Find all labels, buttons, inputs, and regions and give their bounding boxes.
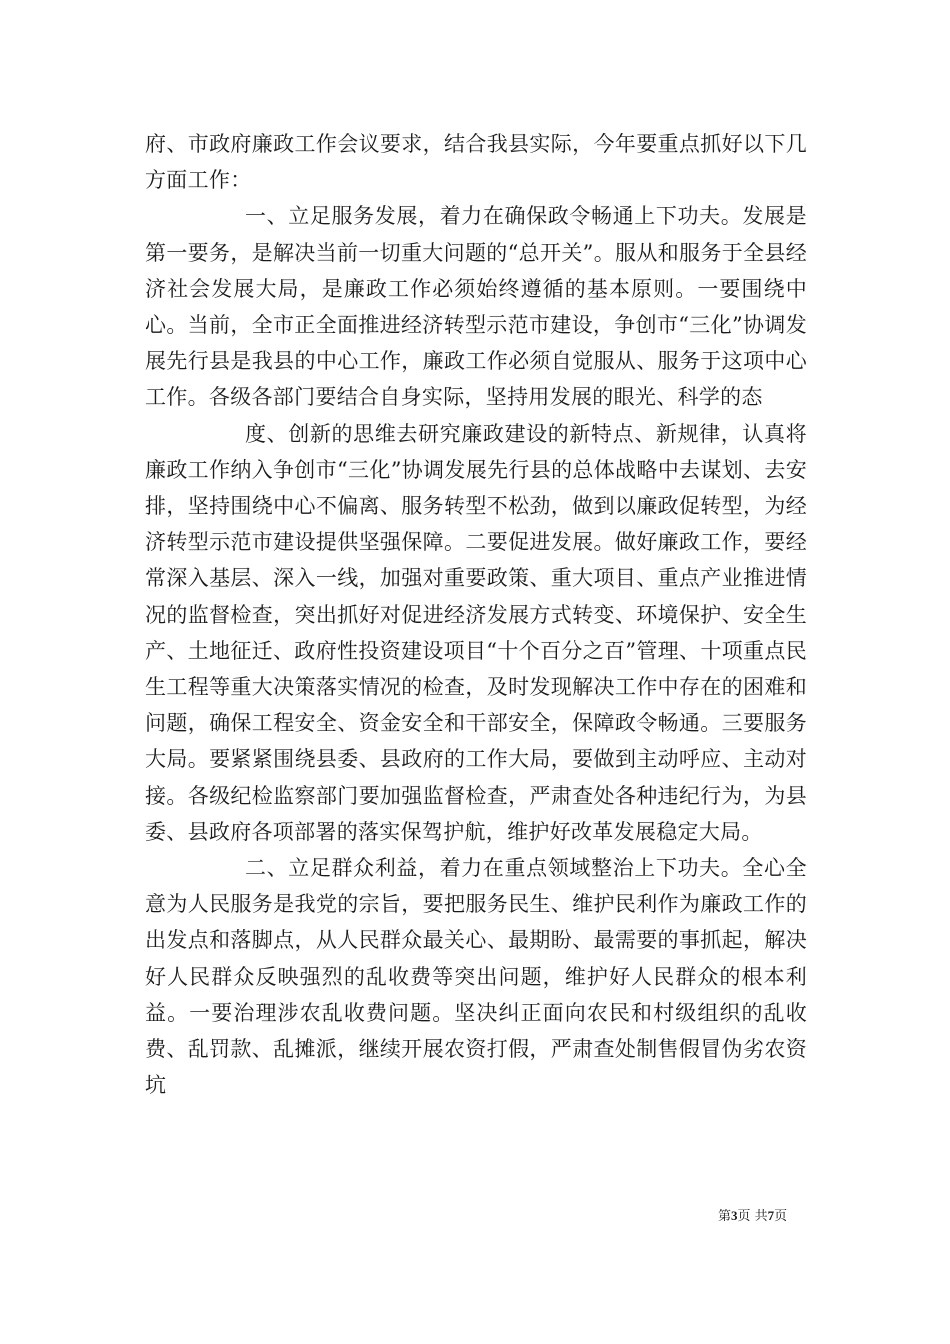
footer-prefix: 第 — [718, 1209, 732, 1224]
footer-total-pages: 7 — [767, 1208, 775, 1223]
paragraph-section-one: 一、立足服务发展，着力在确保政令畅通上下功夫。发展是第一要务，是解决当前一切重大问题的“总开关”。服从和服务于全县经济社会发展大局，是廉政工作必须始终遵循的基本原则。一要围绕中心。当前，全市正全面推进经济转型示范市建设，争创市“三化”协调发展先行县是我县的中心工作，廉政工作必须自觉服从、服务于这项中心工作。各级各部门要结合自身实际，坚持用发展的眼光、科学的态 — [145, 204, 807, 410]
paragraph-section-two: 二、立足群众利益，着力在重点领域整治上下功夫。全心全意为人民服务是我党的宗旨，要把服务民生、维护民利作为廉政工作的出发点和落脚点，从人民群众最关心、最期盼、最需要的事抓起，解决好人民群众反映强烈的乱收费等突出问题，维护好人民群众的根本利益。一要治理涉农乱收费问题。坚决纠正面向农民和村级组织的乱收费、乱罚款、乱摊派，继续开展农资打假，严肃查处制售假冒伪劣农资坑 — [145, 856, 807, 1098]
footer-current-page: 3 — [731, 1208, 738, 1223]
page-number-footer — [718, 1205, 787, 1224]
document-body — [145, 126, 807, 1103]
paragraph-continuation: 府、市政府廉政工作会议要求，结合我县实际，今年要重点抓好以下几方面工作： — [145, 132, 807, 193]
footer-middle: 页 共 — [737, 1209, 768, 1224]
footer-suffix: 页 — [774, 1209, 788, 1224]
paragraph-section-one-continued: 度、创新的思维去研究廉政建设的新特点、新规律，认真将廉政工作纳入争创市“三化”协调发展先行县的总体战略中去谋划、去安排，坚持围绕中心不偏离、服务转型不松劲，做到以廉政促转型，为经济转型示范市建设提供坚强保障。二要促进发展。做好廉政工作，要经常深入基层、深入一线，加强对重要政策、重大项目、重点产业推进情况的监督检查，突出抓好对促进经济发展方式转变、环境保护、安全生产、土地征迁、政府性投资建设项目“十个百分之百”管理、十项重点民生工程等重大决策落实情况的检查，及时发现解决工作中存在的困难和问题，确保工程安全、资金安全和干部安全，保障政令畅通。三要服务大局。要紧紧围绕县委、县政府的工作大局，要做到主动呼应、主动对接。各级纪检监察部门要加强监督检查，严肃查处各种违纪行为，为县委、县政府各项部署的落实保驾护航，维护好改革发展稳定大局。 — [145, 421, 807, 844]
